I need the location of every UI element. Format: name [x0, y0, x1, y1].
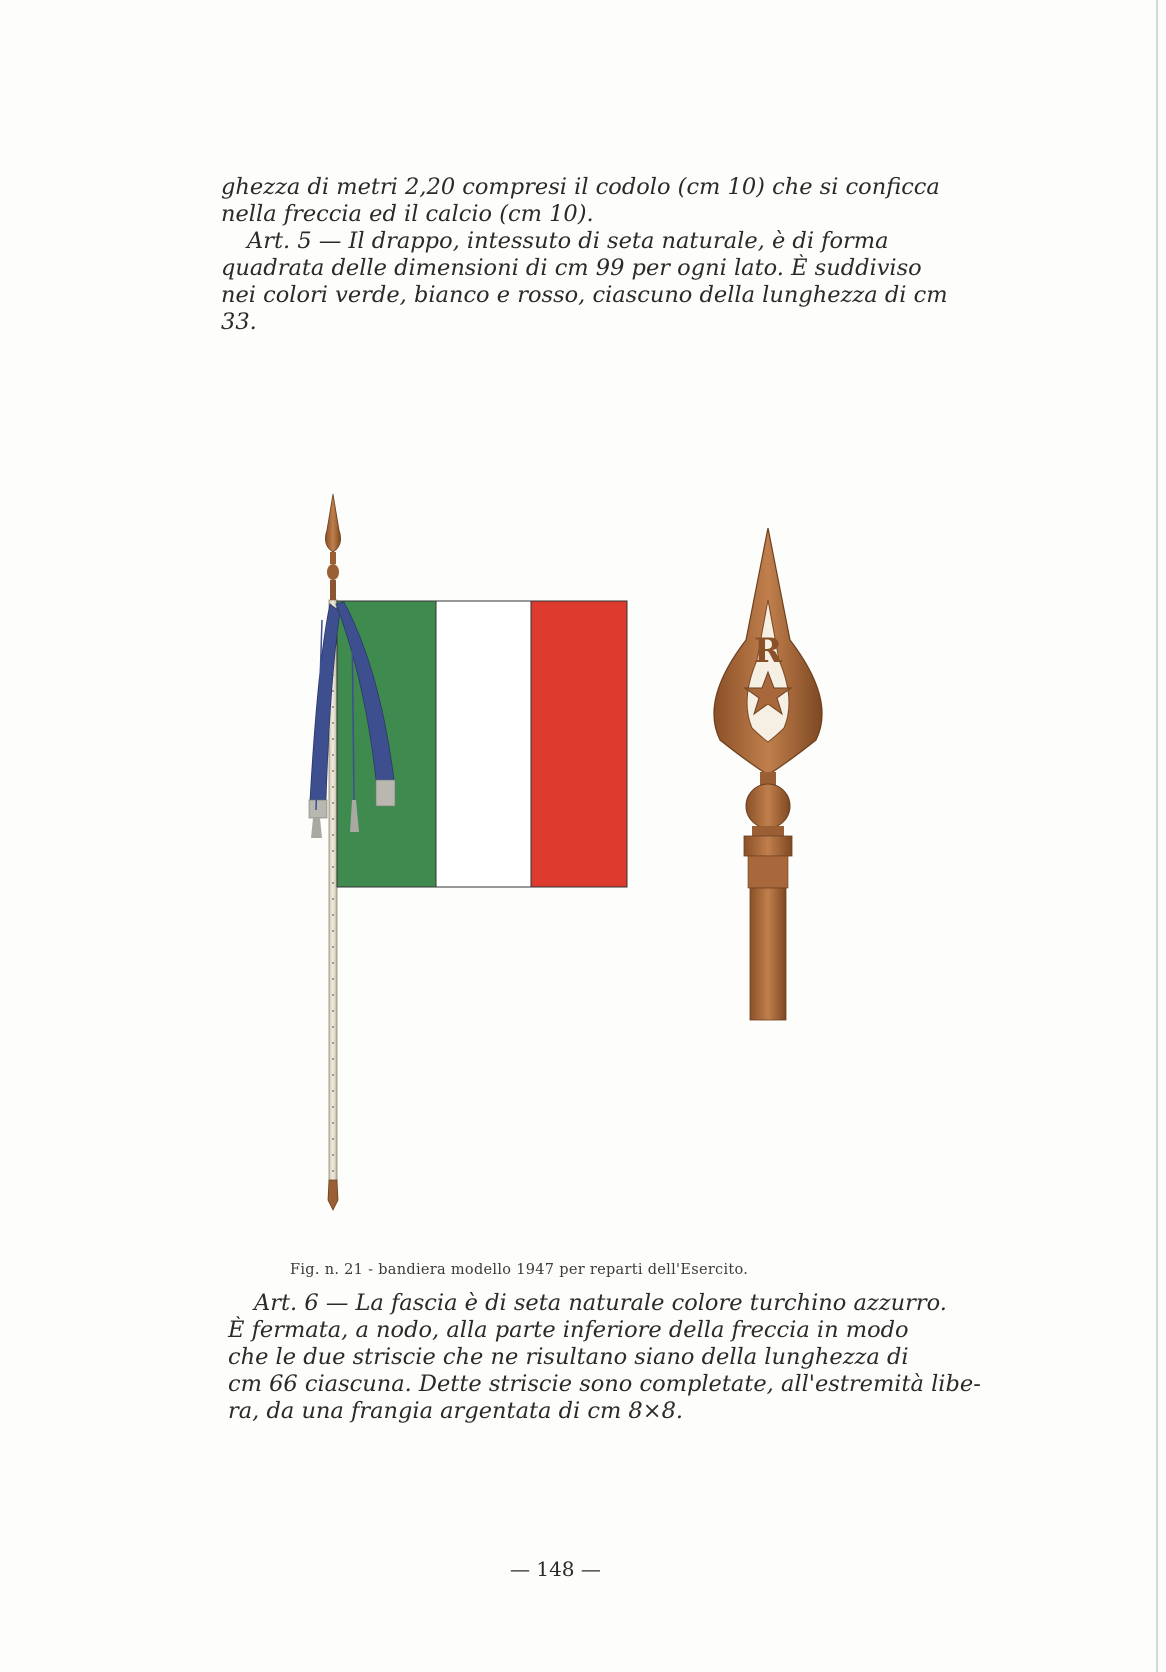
text-line: cm 66 ciascuna. Dette striscie sono completate, all'estremità libe- — [228, 1371, 981, 1397]
finial-spearhead-detail — [714, 528, 822, 1020]
text-line: È fermata, a nodo, alla parte inferiore della freccia in modo — [228, 1317, 909, 1343]
page-number: — 148 — — [510, 1557, 601, 1581]
text-line: Art. 5 — Il drappo, intessuto di seta naturale, è di forma — [247, 228, 889, 254]
svg-text:R: R — [753, 631, 783, 671]
text-line: quadrata delle dimensioni di cm 99 per ogni lato. È suddiviso — [221, 255, 922, 281]
paragraph-art-6 — [228, 1290, 981, 1425]
figure-caption: Fig. n. 21 - bandiera modello 1947 per reparti dell'Esercito. — [290, 1262, 749, 1278]
text-line: ghezza di metri 2,20 compresi il codolo (cm 10) che si conficca — [221, 174, 940, 200]
text-line: nei colori verde, bianco e rosso, ciascuno della lunghezza di cm — [221, 282, 948, 308]
text-line: nella freccia ed il calcio (cm 10). — [221, 201, 594, 227]
text-line: che le due striscie che ne risultano siano della lunghezza di — [228, 1344, 909, 1370]
text-line: Art. 6 — La fascia è di seta naturale colore turchino azzurro. — [254, 1290, 947, 1316]
text-line: ra, da una frangia argentata di cm 8×8. — [228, 1398, 684, 1424]
text-line: 33. — [221, 309, 257, 335]
